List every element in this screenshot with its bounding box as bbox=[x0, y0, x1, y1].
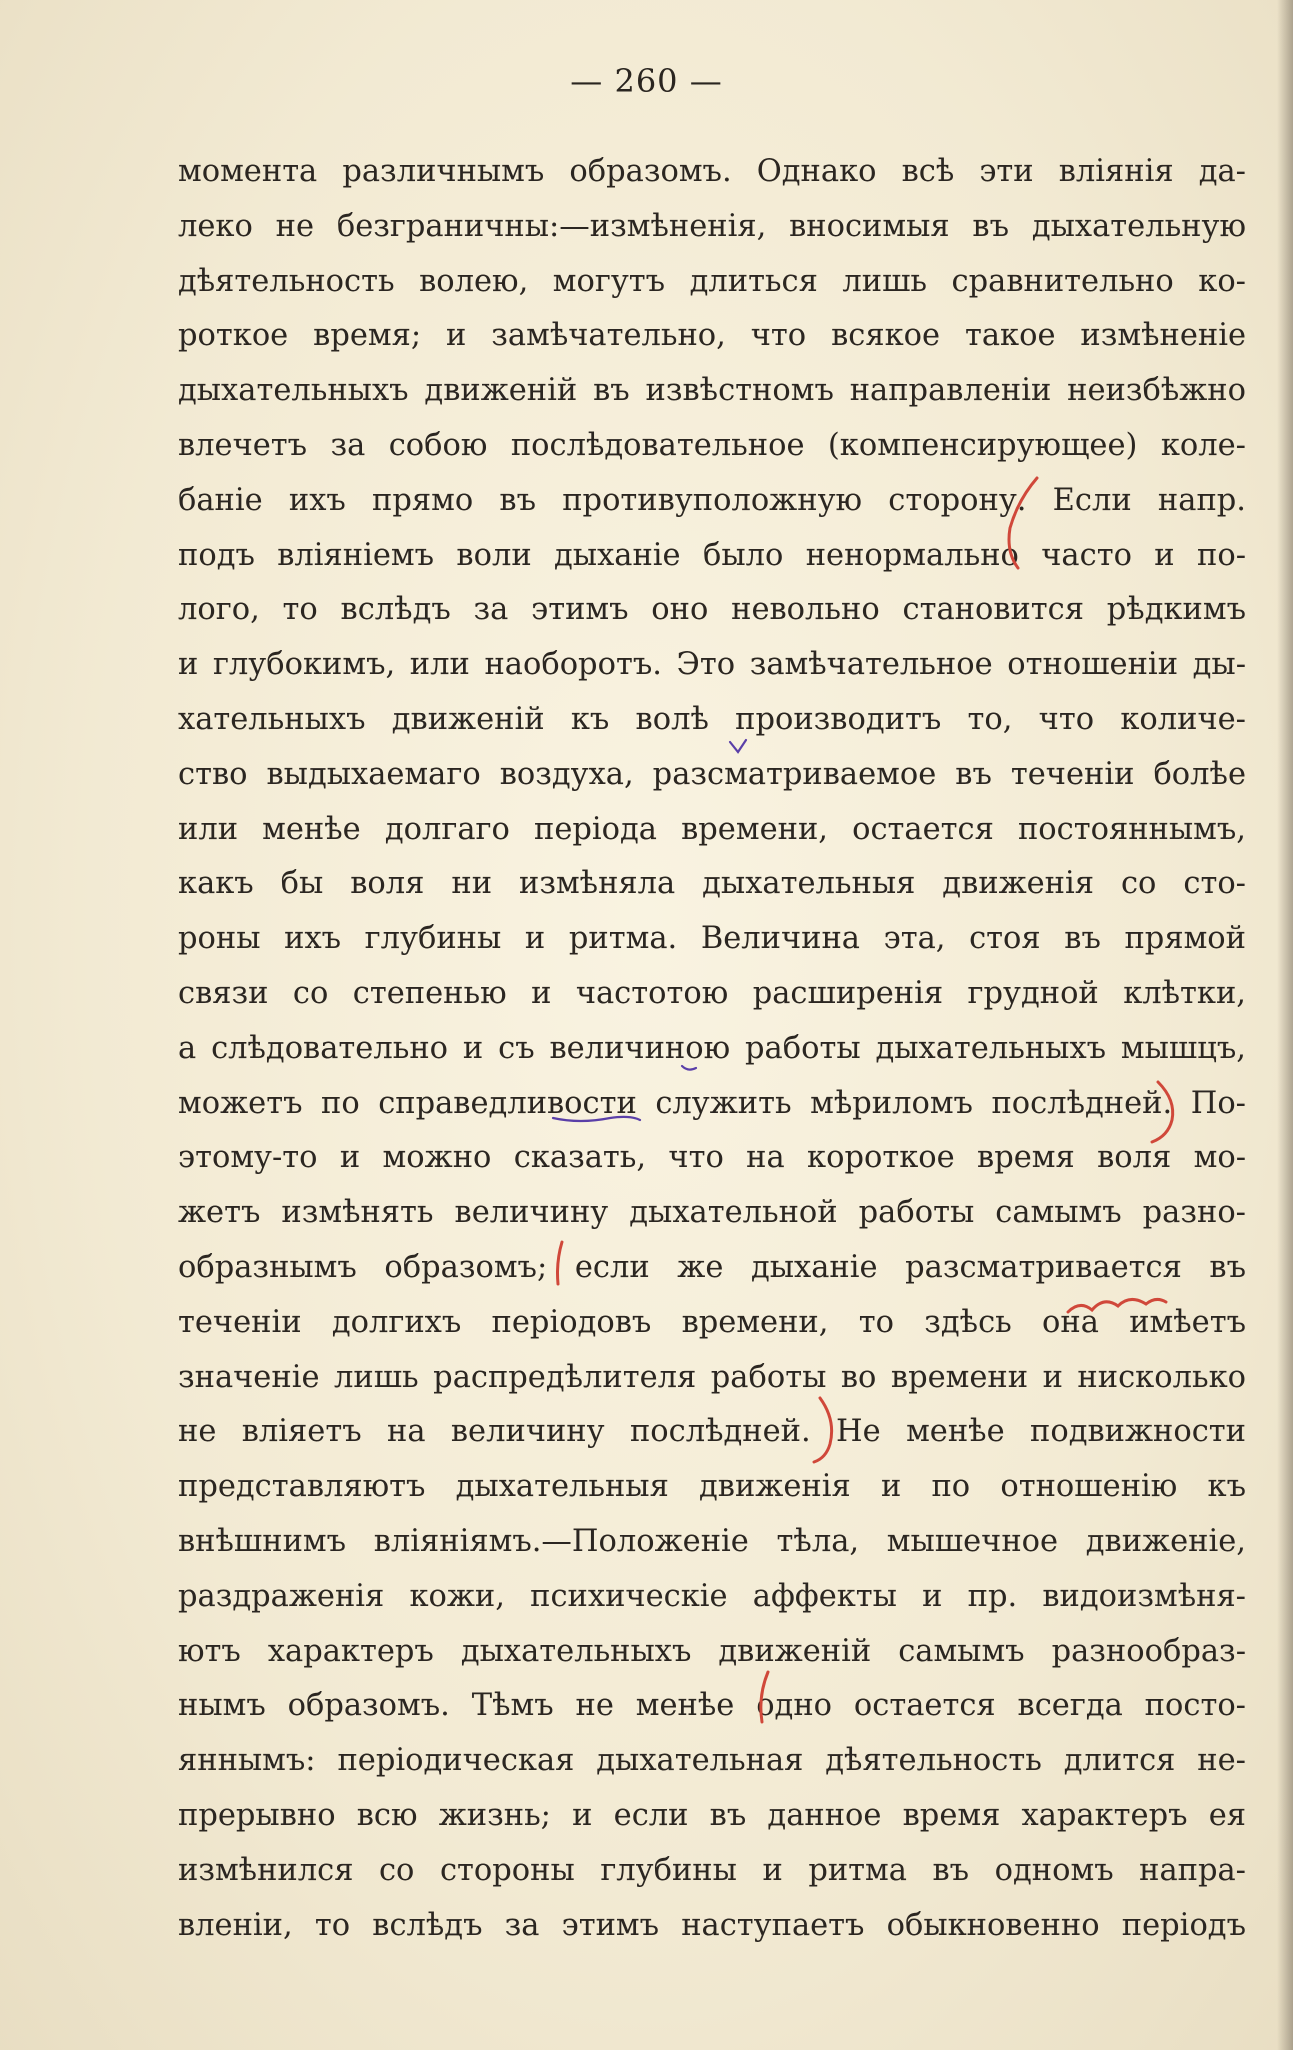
text-line: баніе ихъ прямо въ противуположную сторону. Если напр. bbox=[178, 482, 1246, 518]
text-line: значеніе лишь распредѣлителя работы во времени и нисколько bbox=[178, 1359, 1246, 1395]
text-line: нымъ образомъ. Тѣмъ не менѣе одно остается всегда посто- bbox=[178, 1688, 1246, 1724]
text-line: раздраженія кожи, психическіе аффекты и пр. видоизмѣня- bbox=[178, 1578, 1246, 1614]
text-line: влечетъ за собою послѣдовательное (компенсирующее) коле- bbox=[178, 427, 1246, 463]
page-edge-shadow bbox=[1277, 0, 1293, 2050]
text-line: ютъ характеръ дыхательныхъ движеній самымъ разнообраз- bbox=[178, 1633, 1246, 1669]
text-line: прерывно всю жизнь; и если въ данное время характеръ ея bbox=[178, 1797, 1246, 1833]
text-line: теченіи долгихъ періодовъ времени, то здѣсь она имѣетъ bbox=[178, 1304, 1246, 1340]
text-line: яннымъ: періодическая дыхательная дѣятельность длится не- bbox=[178, 1743, 1246, 1779]
text-line: ство выдыхаемаго воздуха, разсматриваемое въ теченіи болѣе bbox=[178, 756, 1246, 792]
text-line: леко не безграничны:—измѣненія, вносимыя въ дыхательную bbox=[178, 208, 1246, 244]
page-number: — 260 — bbox=[570, 62, 723, 100]
text-line: этому-то и можно сказать, что на короткое время воля мо- bbox=[178, 1140, 1246, 1176]
text-line: связи со степенью и частотою расширенія грудной клѣтки, bbox=[178, 975, 1246, 1011]
text-line: и глубокимъ, или наоборотъ. Это замѣчательное отношеніи ды- bbox=[178, 647, 1246, 683]
text-line: внѣшнимъ вліяніямъ.—Положеніе тѣла, мышечное движеніе, bbox=[178, 1523, 1246, 1559]
text-line: измѣнился со стороны глубины и ритма въ одномъ напра- bbox=[178, 1852, 1246, 1888]
text-line: можетъ по справедливости служить мѣриломъ послѣдней. По- bbox=[178, 1085, 1246, 1121]
text-line: подъ вліяніемъ воли дыханіе было ненормально часто и по- bbox=[178, 537, 1246, 573]
body-text bbox=[178, 145, 1246, 1953]
text-line: какъ бы воля ни измѣняла дыхательныя движенія со сто- bbox=[178, 866, 1246, 902]
text-line: роны ихъ глубины и ритма. Величина эта, стоя въ прямой bbox=[178, 921, 1246, 957]
text-line: лого, то вслѣдъ за этимъ оно невольно становится рѣдкимъ bbox=[178, 592, 1246, 628]
text-line: образнымъ образомъ; если же дыханіе разсматривается въ bbox=[178, 1249, 1246, 1285]
text-line: не вліяетъ на величину послѣдней. Не менѣе подвижности bbox=[178, 1414, 1246, 1450]
text-line: представляютъ дыхательныя движенія и по отношенію къ bbox=[178, 1469, 1246, 1505]
text-line: вленіи, то вслѣдъ за этимъ наступаетъ обыкновенно періодъ bbox=[178, 1907, 1246, 1943]
text-line: или менѣе долгаго періода времени, остается постояннымъ, bbox=[178, 811, 1246, 847]
text-line: хательныхъ движеній къ волѣ производитъ то, что количе- bbox=[178, 701, 1246, 737]
text-line: роткое время; и замѣчательно, что всякое такое измѣненіе bbox=[178, 318, 1246, 354]
text-line: дыхательныхъ движеній въ извѣстномъ направленіи неизбѣжно bbox=[178, 373, 1246, 409]
text-line: момента различнымъ образомъ. Однако всѣ эти вліянія да- bbox=[178, 154, 1246, 189]
text-line: а слѣдовательно и съ величиною работы дыхательныхъ мышцъ, bbox=[178, 1030, 1246, 1066]
text-line: дѣятельность волею, могутъ длиться лишь сравнительно ко- bbox=[178, 263, 1246, 299]
text-line: жетъ измѣнять величину дыхательной работы самымъ разно- bbox=[178, 1195, 1246, 1231]
